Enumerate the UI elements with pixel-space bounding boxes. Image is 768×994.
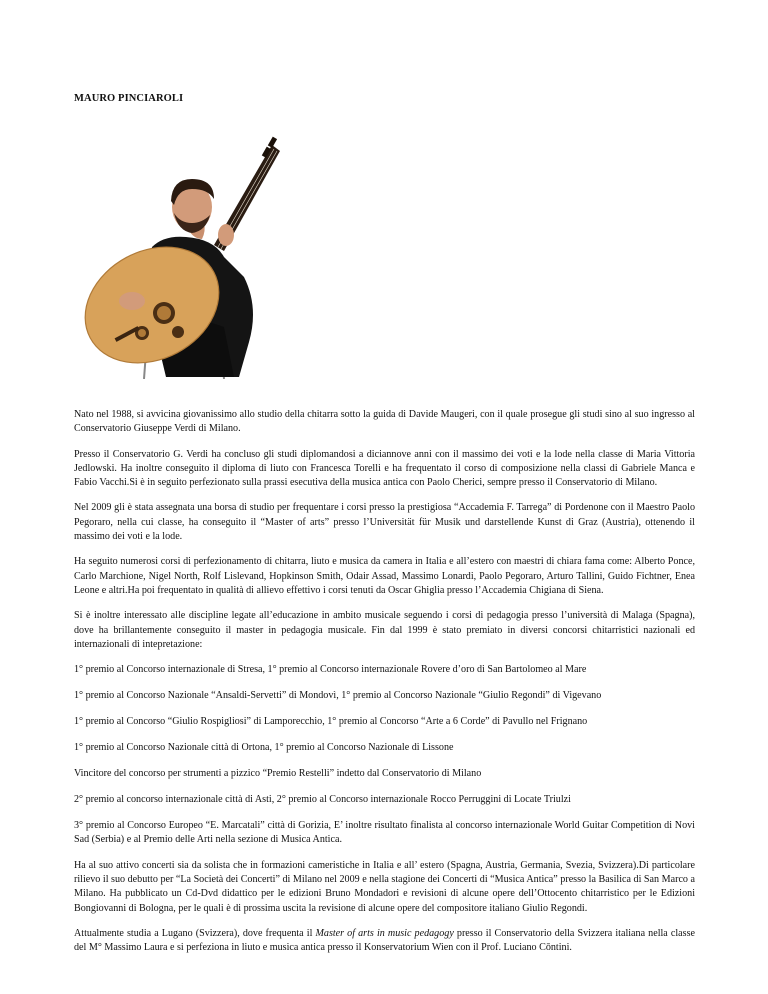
final-paragraph: [74, 927, 695, 956]
biography-paragraph: Presso il Conservatorio G. Verdi ha concluso gli studi diplomandosi a diciannove anni con il massimo dei voti e la lode nella classe di Maria Vittoria Jedlowski. Ha inoltre conseguito il diploma di liuto con Francesca Torelli e ha frequentato il corso di composizione nella classi di Gabriele Manca e Fabio Vacchi.Si è in seguito perfezionato sulla prassi esecutiva della musica antica con Paolo Cherici, sempre presso il Conservatorio di Milano.: [74, 448, 695, 489]
award-item: 1° premio al Concorso internazionale di Stresa, 1° premio al Concorso internazionale Rovere d’oro di San Bartolomeo al Mare: [74, 664, 587, 676]
biography-paragraph: Nato nel 1988, si avvicina giovanissimo allo studio della chitarra sotto la guida di Davide Maugeri, con il quale prosegue gli studi sino al suo ingresso al Conservatorio Giuseppe Verdi di Milano.: [74, 409, 695, 435]
biography-paragraph: Si è inoltre interessato alle discipline legate all’educazione in ambito musicale seguendo i corsi di pedagogia presso l’università di Malaga (Spagna), dove ha brillantemente conseguito il master in pedagogia musicale. Fin dal 1999 è stato premiato in diversi concorsi chitarristici nazionali ed internazionali di intepretazione:: [74, 610, 695, 650]
award-item: Vincitore del concorso per strumenti a pizzico “Premio Restelli” indetto dal Conservatorio di Milano: [74, 768, 482, 780]
final-paragraph-after: presso il Conservatorio della Svizzera italiana nella classe del M° Massimo Laura e si perfeziona in liuto e musica antica presso il Konservatorium Wien con il Prof. Luciano Cōntini.: [74, 927, 695, 954]
biography-paragraph: Ha seguito numerosi corsi di perfezionamento di chitarra, liuto e musica da camera in Italia e all’estero con maestri di chiara fama come: Alberto Ponce, Carlo Marchione, Nigel North, Rolf Lislevand, Hopkinson Smith, Odair Assad, Massimo Lonardi, Paolo Pegoraro, Arturo Tallini, Guido Fichtner, Enea Leone e altri.Ha poi frequentato in qualità di allievo effettivo i corsi tenuti da Oscar Ghiglia presso l’Accademia Chigiana di Siena.: [74, 556, 695, 596]
awards-list: [74, 663, 695, 806]
final-paragraph-before: Attualmente studia a Lugano (Svizzera), dove frequenta il: [74, 927, 316, 939]
final-paragraph-italic: Master of arts in music pedagogy: [315, 927, 454, 939]
closing-paragraph: Ha al suo attivo concerti sia da solista che in formazioni cameristiche in Italia e all’ estero (Spagna, Austria, Germania, Svezia, Svizzera).Di particolare rilievo il suo debutto per “La Società dei Concerti” di Milano nel 2009 e nella stagione dei Concerti di “Musica Antica” presso la Basilica di San Marco a Milano. Ha pubblicato un Cd-Dvd didattico per le edizioni Bruno Mondadori e revisioni di alcune opere dell’Ottocento chitarristico per le Edizioni Bongiovanni di Bologna, per le quali è di prossima uscita la revisione di alcune opere del compositore italiano Giulio Regondi.: [74, 859, 695, 914]
page-title: MAURO PINCIAROLI: [74, 93, 184, 104]
musician-with-lute-photo: [74, 127, 284, 379]
closing-paragraphs: [74, 819, 695, 916]
award-item: 1° premio al Concorso Nazionale “Ansaldi-Servetti” di Mondovì, 1° premio al Concorso Nazionale “Giulio Regondi” di Vigevano: [74, 690, 602, 702]
biography-paragraphs: [74, 408, 695, 652]
award-item: 1° premio al Concorso Nazionale città di Ortona, 1° premio al Concorso Nazionale di Lissone: [74, 742, 454, 754]
award-item: 1° premio al Concorso “Giulio Rospigliosi” di Lamporecchio, 1° premio al Concorso “Arte a 6 Corde” di Pavullo nel Frignano: [74, 716, 588, 728]
closing-paragraph: 3° premio al Concorso Europeo “E. Marcatali” città di Gorizia, E’ inoltre risultato finalista al concorso internazionale World Guitar Competition di Novi Sad (Serbia) e al Premio delle Arti nella sezione di Musica Antica.: [74, 820, 695, 846]
award-item: 2° premio al concorso internazionale città di Asti, 2° premio al Concorso internazionale Rocco Perruggini di Locate Triulzi: [74, 794, 571, 806]
biography-paragraph: Nel 2009 gli è stata assegnata una borsa di studio per frequentare i corsi presso la prestigiosa “Accademia F. Tarrega” di Pordenone con il Maestro Paolo Pegoraro, nella cui classe, ha conseguito il “Master of arts” presso l’Universität für Musik und darstellende Kunst di Graz (Austria), ottenendo il massimo dei voti e la lode.: [74, 502, 695, 543]
document-page: [74, 92, 695, 967]
